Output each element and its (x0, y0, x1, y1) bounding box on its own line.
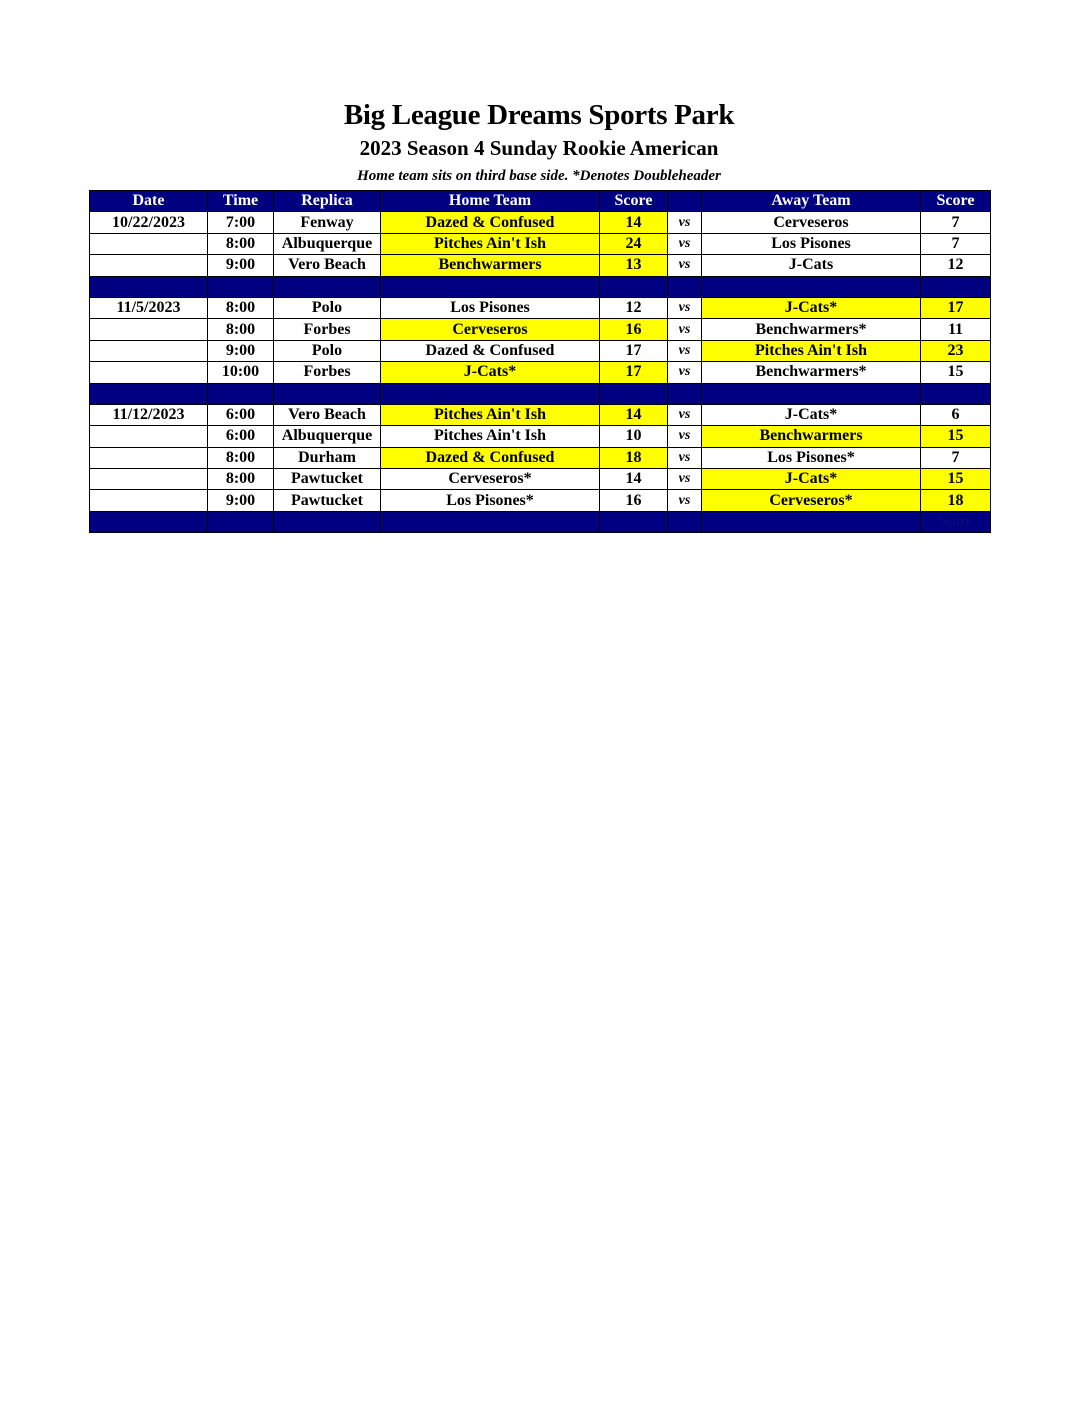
time-cell: 8:00 (208, 297, 274, 318)
home-score-cell: 14 (600, 469, 668, 490)
column-header-replica: Replica (274, 191, 381, 212)
table-row (90, 233, 991, 254)
away-team-cell: Benchwarmers (702, 426, 921, 447)
away-team-cell: Los Pisones* (702, 447, 921, 468)
date-cell (90, 447, 208, 468)
separator-row (90, 276, 991, 297)
away-score-cell: 15 (921, 469, 991, 490)
separator-cell (600, 383, 668, 404)
date-cell: 11/5/2023 (90, 297, 208, 318)
replica-cell: Forbes (274, 362, 381, 383)
vs-cell: vs (668, 447, 702, 468)
date-cell (90, 469, 208, 490)
home-team-cell: Cerveseros* (381, 469, 600, 490)
replica-cell: Albuquerque (274, 426, 381, 447)
separator-cell (274, 511, 381, 532)
table-row (90, 447, 991, 468)
separator-cell (208, 276, 274, 297)
home-team-cell: Dazed & Confused (381, 212, 600, 233)
table-row (90, 255, 991, 276)
page-subtitle: 2023 Season 4 Sunday Rookie American (359, 136, 719, 160)
vs-cell: vs (668, 340, 702, 361)
separator-cell (600, 276, 668, 297)
away-team-cell: J-Cats* (702, 404, 921, 425)
time-cell: 10:00 (208, 362, 274, 383)
away-score-cell: 11 (921, 319, 991, 340)
replica-cell: Pawtucket (274, 469, 381, 490)
separator-cell (921, 383, 991, 404)
table-row (90, 490, 991, 511)
table-row (90, 212, 991, 233)
table-row (90, 362, 991, 383)
date-cell (90, 233, 208, 254)
vs-cell: vs (668, 255, 702, 276)
separator-cell (90, 383, 208, 404)
vs-cell: vs (668, 426, 702, 447)
date-cell: 10/22/2023 (90, 212, 208, 233)
column-header-away-team: Away Team (702, 191, 921, 212)
replica-cell: Albuquerque (274, 233, 381, 254)
table-row (90, 297, 991, 318)
separator-cell (381, 511, 600, 532)
home-team-cell: Dazed & Confused (381, 447, 600, 468)
time-cell: 8:00 (208, 447, 274, 468)
home-score-cell: 16 (600, 490, 668, 511)
faint-score-label: Score (921, 511, 991, 532)
separator-cell (600, 511, 668, 532)
away-score-cell: 15 (921, 362, 991, 383)
home-score-cell: 14 (600, 404, 668, 425)
schedule-table (89, 190, 991, 533)
time-cell: 7:00 (208, 212, 274, 233)
home-score-cell: 13 (600, 255, 668, 276)
away-score-cell: 12 (921, 255, 991, 276)
away-score-cell: 7 (921, 212, 991, 233)
away-score-cell: 17 (921, 297, 991, 318)
separator-cell (274, 383, 381, 404)
vs-cell: vs (668, 490, 702, 511)
replica-cell: Pawtucket (274, 490, 381, 511)
time-cell: 9:00 (208, 340, 274, 361)
away-team-cell: Los Pisones (702, 233, 921, 254)
away-team-cell: Benchwarmers* (702, 319, 921, 340)
home-score-cell: 17 (600, 362, 668, 383)
table-row (90, 426, 991, 447)
vs-cell: vs (668, 469, 702, 490)
away-team-cell: Cerveseros (702, 212, 921, 233)
separator-cell (90, 511, 208, 532)
home-score-cell: 17 (600, 340, 668, 361)
away-team-cell: J-Cats* (702, 469, 921, 490)
separator-cell (668, 383, 702, 404)
time-cell: 6:00 (208, 404, 274, 425)
column-header-away-score: Score (921, 191, 991, 212)
column-header-time: Time (208, 191, 274, 212)
column-header-home-score: Score (600, 191, 668, 212)
separator-cell (702, 276, 921, 297)
separator-row (90, 383, 991, 404)
separator-cell (208, 383, 274, 404)
schedule-note: Home team sits on third base side. *Denotes Doubleheader (357, 168, 721, 184)
time-cell: 8:00 (208, 319, 274, 340)
replica-cell: Vero Beach (274, 255, 381, 276)
vs-cell: vs (668, 362, 702, 383)
page-title: Big League Dreams Sports Park (343, 99, 735, 131)
home-team-cell: Los Pisones (381, 297, 600, 318)
away-score-cell: 6 (921, 404, 991, 425)
away-team-cell: Pitches Ain't Ish (702, 340, 921, 361)
time-cell: 8:00 (208, 233, 274, 254)
table-row (90, 319, 991, 340)
vs-cell: vs (668, 404, 702, 425)
away-score-cell: 15 (921, 426, 991, 447)
replica-cell: Polo (274, 340, 381, 361)
home-team-cell: Cerveseros (381, 319, 600, 340)
separator-cell (208, 511, 274, 532)
time-cell: 9:00 (208, 490, 274, 511)
away-team-cell: J-Cats (702, 255, 921, 276)
vs-cell: vs (668, 319, 702, 340)
replica-cell: Forbes (274, 319, 381, 340)
home-team-cell: Benchwarmers (381, 255, 600, 276)
replica-cell: Fenway (274, 212, 381, 233)
away-team-cell: J-Cats* (702, 297, 921, 318)
home-team-cell: J-Cats* (381, 362, 600, 383)
column-header-date: Date (90, 191, 208, 212)
date-cell (90, 490, 208, 511)
separator-cell (381, 276, 600, 297)
away-team-cell: Cerveseros* (702, 490, 921, 511)
replica-cell: Vero Beach (274, 404, 381, 425)
away-score-cell: 18 (921, 490, 991, 511)
home-team-cell: Pitches Ain't Ish (381, 404, 600, 425)
column-header-vs (668, 191, 702, 212)
table-row (90, 469, 991, 490)
separator-cell (274, 276, 381, 297)
separator-cell (668, 511, 702, 532)
date-cell (90, 319, 208, 340)
schedule-body (90, 212, 991, 533)
replica-cell: Durham (274, 447, 381, 468)
home-score-cell: 16 (600, 319, 668, 340)
home-score-cell: 24 (600, 233, 668, 254)
separator-cell (921, 276, 991, 297)
home-team-cell: Dazed & Confused (381, 340, 600, 361)
time-cell: 8:00 (208, 469, 274, 490)
time-cell: 9:00 (208, 255, 274, 276)
home-score-cell: 10 (600, 426, 668, 447)
away-score-cell: 7 (921, 447, 991, 468)
separator-cell (668, 276, 702, 297)
home-team-cell: Los Pisones* (381, 490, 600, 511)
date-cell (90, 255, 208, 276)
away-team-cell: Benchwarmers* (702, 362, 921, 383)
home-score-cell: 12 (600, 297, 668, 318)
table-row (90, 404, 991, 425)
column-header-home-team: Home Team (381, 191, 600, 212)
replica-cell: Polo (274, 297, 381, 318)
home-team-cell: Pitches Ain't Ish (381, 426, 600, 447)
separator-cell (381, 383, 600, 404)
separator-cell (702, 511, 921, 532)
home-score-cell: 14 (600, 212, 668, 233)
date-cell (90, 426, 208, 447)
footer-separator-row (90, 511, 991, 532)
date-cell (90, 362, 208, 383)
home-team-cell: Pitches Ain't Ish (381, 233, 600, 254)
table-row (90, 340, 991, 361)
table-header-row (90, 191, 991, 212)
time-cell: 6:00 (208, 426, 274, 447)
date-cell (90, 340, 208, 361)
vs-cell: vs (668, 212, 702, 233)
home-score-cell: 18 (600, 447, 668, 468)
separator-cell (90, 276, 208, 297)
vs-cell: vs (668, 297, 702, 318)
away-score-cell: 23 (921, 340, 991, 361)
date-cell: 11/12/2023 (90, 404, 208, 425)
separator-cell (702, 383, 921, 404)
vs-cell: vs (668, 233, 702, 254)
away-score-cell: 7 (921, 233, 991, 254)
